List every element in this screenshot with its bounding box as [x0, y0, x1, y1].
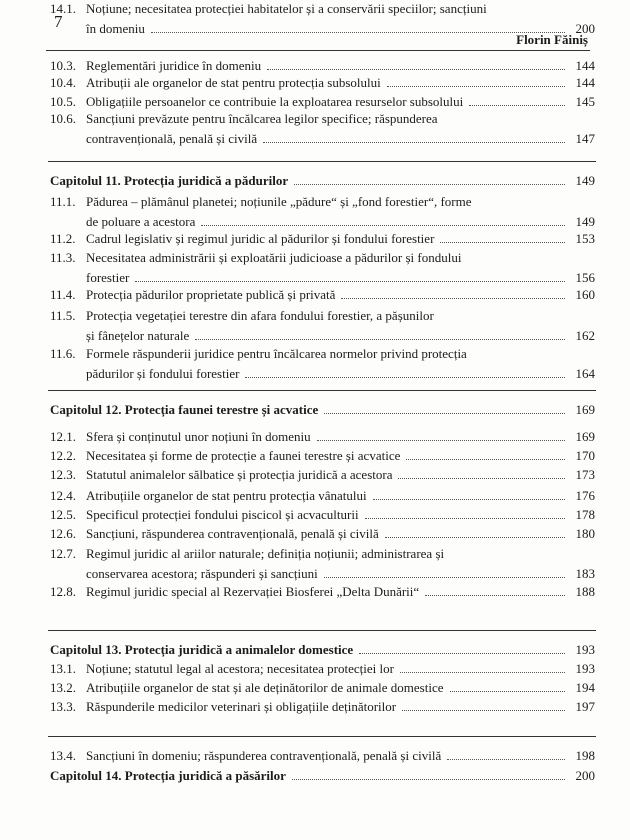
- toc-entry: [50, 466, 595, 486]
- entry-title-line: Capitolul 13. Protecția juridică a animalelor domestice: [50, 642, 354, 657]
- toc-entry: [50, 193, 595, 233]
- entry-title-line: Răspunderile medicilor veterinari și obligațiile deținătorilor: [86, 699, 397, 714]
- entry-page-number: 160: [575, 287, 595, 302]
- dot-leader: [450, 691, 565, 692]
- entry-number: 10.3.: [50, 58, 76, 73]
- dot-leader: [359, 653, 565, 654]
- dot-leader: [341, 298, 565, 299]
- dot-leader: [440, 242, 565, 243]
- entry-page-number: 200: [575, 21, 595, 36]
- entry-page-number: 198: [575, 748, 595, 763]
- entry-number: 11.5.: [50, 308, 76, 323]
- entry-page-number: 169: [575, 429, 595, 444]
- toc-entry: [50, 428, 595, 448]
- toc-entry: [50, 74, 595, 94]
- entry-title-line: Atribuțiile organelor de stat și ale deținătorilor de animale domestice: [86, 680, 444, 695]
- toc-entry: [50, 286, 595, 306]
- entry-page-number: 178: [575, 507, 595, 522]
- entry-page-number: 180: [575, 526, 595, 541]
- toc-entry: [50, 525, 595, 545]
- entry-title-line: contravențională, penală și civilă: [86, 131, 258, 146]
- toc-entry: [50, 747, 595, 767]
- toc-entry: [50, 0, 595, 40]
- entry-title-line: în domeniu: [86, 21, 145, 36]
- section-divider: [48, 161, 596, 162]
- toc-entry: [50, 249, 595, 289]
- toc-entry: [50, 487, 595, 507]
- dot-leader: [245, 377, 565, 378]
- dot-leader: [406, 459, 565, 460]
- entry-page-number: 144: [575, 58, 595, 73]
- toc-entry: [50, 583, 595, 603]
- dot-leader: [201, 225, 565, 226]
- entry-title-line: Noțiune; necesitatea protecției habitatelor și a conservării speciilor; sancțiuni: [86, 1, 487, 16]
- entry-page-number: 153: [575, 231, 595, 246]
- entry-title-line: Atribuții ale organelor de stat pentru protecția subsolului: [86, 75, 381, 90]
- entry-page-number: 149: [575, 173, 595, 188]
- entry-title-line: Sancțiuni în domeniu; răspunderea contravențională, penală și civilă: [86, 748, 442, 763]
- dot-leader: [387, 86, 565, 87]
- entry-title-line: Sfera și conținutul unor noțiuni în domeniu: [86, 429, 311, 444]
- entry-title-line: Necesitatea administrării și exploatării judicioase a pădurilor și fondului: [86, 250, 462, 265]
- dot-leader: [267, 69, 565, 70]
- entry-number: 10.4.: [50, 75, 76, 90]
- chapter-heading: [50, 767, 595, 787]
- entry-title-line: Necesitatea și forme de protecție a faunei terestre și acvatice: [86, 448, 401, 463]
- entry-number: 12.2.: [50, 448, 76, 463]
- dot-leader: [263, 142, 565, 143]
- entry-title-line: și fânețelor naturale: [86, 328, 190, 343]
- dot-leader: [151, 32, 565, 33]
- dot-leader: [447, 759, 565, 760]
- entry-number: 13.2.: [50, 680, 76, 695]
- section-divider: [48, 390, 596, 391]
- entry-number: 14.1.: [50, 1, 76, 16]
- entry-number: 13.4.: [50, 748, 76, 763]
- entry-number: 12.5.: [50, 507, 76, 522]
- entry-page-number: 169: [575, 402, 595, 417]
- entry-page-number: 164: [575, 366, 595, 381]
- entry-number: 10.5.: [50, 94, 76, 109]
- entry-page-number: 176: [575, 488, 595, 503]
- entry-number: 11.4.: [50, 287, 76, 302]
- dot-leader: [402, 710, 565, 711]
- entry-number: 12.3.: [50, 467, 76, 482]
- entry-number: 12.6.: [50, 526, 76, 541]
- section-divider: [48, 736, 596, 737]
- dot-leader: [365, 518, 565, 519]
- entry-number: 11.2.: [50, 231, 76, 246]
- toc-entry: [50, 506, 595, 526]
- entry-page-number: 193: [575, 642, 595, 657]
- toc-entry: [50, 447, 595, 467]
- entry-number: 12.7.: [50, 546, 76, 561]
- entry-title-line: Statutul animalelor sălbatice și protecția juridică a acestora: [86, 467, 393, 482]
- dot-leader: [324, 577, 565, 578]
- toc-entry: [50, 345, 595, 385]
- entry-title-line: Sancțiuni prevăzute pentru încălcarea legilor specifice; răspunderea: [86, 111, 438, 126]
- entry-page-number: 170: [575, 448, 595, 463]
- dot-leader: [425, 595, 565, 596]
- entry-title-line: Atribuțiile organelor de stat pentru protecția vânatului: [86, 488, 367, 503]
- entry-number: 11.3.: [50, 250, 76, 265]
- entry-title-line: Regimul juridic special al Rezervației Biosferei „Delta Dunării“: [86, 584, 420, 599]
- dot-leader: [324, 413, 565, 414]
- toc-entry: [50, 307, 595, 347]
- entry-title-line: Capitolul 14. Protecția juridică a păsărilor: [50, 768, 286, 783]
- entry-title-line: Capitolul 11. Protecția juridică a pădurilor: [50, 173, 289, 188]
- entry-title-line: Noțiune; statutul legal al acestora; necesitatea protecției lor: [86, 661, 394, 676]
- table-of-contents: [50, 0, 595, 840]
- dot-leader: [195, 339, 565, 340]
- entry-title-line: Capitolul 12. Protecția faunei terestre și acvatice: [50, 402, 319, 417]
- entry-page-number: 173: [575, 467, 595, 482]
- dot-leader: [398, 478, 565, 479]
- entry-number: 13.1.: [50, 661, 76, 676]
- entry-page-number: 200: [575, 768, 595, 783]
- entry-title-line: Regimul juridic al ariilor naturale; definiția noțiunii; administrarea și: [86, 546, 445, 561]
- entry-title-line: Reglementări juridice în domeniu: [86, 58, 262, 73]
- entry-number: 12.8.: [50, 584, 76, 599]
- dot-leader: [385, 537, 565, 538]
- entry-title-line: Cadrul legislativ și regimul juridic al pădurilor și fondului forestier: [86, 231, 435, 246]
- entry-number: 11.6.: [50, 346, 76, 361]
- entry-title-line: conservarea acestora; răspunderi și sancțiuni: [86, 566, 318, 581]
- dot-leader: [317, 440, 565, 441]
- entry-title-line: Sancțiuni, răspunderea contravențională, penală și civilă: [86, 526, 379, 541]
- dot-leader: [135, 281, 565, 282]
- entry-title-line: pădurilor și fondului forestier: [86, 366, 240, 381]
- entry-number: 12.1.: [50, 429, 76, 444]
- entry-page-number: 149: [575, 214, 595, 229]
- entry-page-number: 156: [575, 270, 595, 285]
- entry-number: 13.3.: [50, 699, 76, 714]
- entry-number: 12.4.: [50, 488, 76, 503]
- entry-title-line: Specificul protecției fondului piscicol și acvaculturii: [86, 507, 359, 522]
- dot-leader: [400, 672, 565, 673]
- toc-entry: [50, 110, 595, 150]
- entry-title-line: Obligațiile persoanelor ce contribuie la exploatarea resurselor subsolului: [86, 94, 464, 109]
- entry-page-number: 183: [575, 566, 595, 581]
- toc-entry: [50, 545, 595, 585]
- dot-leader: [292, 779, 565, 780]
- entry-title-line: Pădurea – plămânul planetei; noțiunile „pădure“ și „fond forestier“, forme: [86, 194, 472, 209]
- page-number: 7: [54, 12, 63, 31]
- chapter-heading: [50, 172, 595, 192]
- entry-number: 11.1.: [50, 194, 76, 209]
- entry-page-number: 188: [575, 584, 595, 599]
- dot-leader: [294, 184, 565, 185]
- toc-entry: [50, 230, 595, 250]
- entry-title-line: de poluare a acestora: [86, 214, 196, 229]
- section-divider: [48, 630, 596, 631]
- toc-entry: [50, 679, 595, 699]
- entry-page-number: 197: [575, 699, 595, 714]
- entry-page-number: 194: [575, 680, 595, 695]
- chapter-heading: [50, 401, 595, 421]
- toc-entry: [50, 698, 595, 718]
- running-head-author: Florin Făiniș: [516, 32, 588, 47]
- toc-entry: [50, 660, 595, 680]
- entry-title-line: Protecția pădurilor proprietate publică și privată: [86, 287, 336, 302]
- entry-page-number: 144: [575, 75, 595, 90]
- entry-title-line: forestier: [86, 270, 130, 285]
- chapter-heading: [50, 641, 595, 661]
- entry-page-number: 193: [575, 661, 595, 676]
- entry-page-number: 145: [575, 94, 595, 109]
- entry-title-line: Formele răspunderii juridice pentru încălcarea normelor privind protecția: [86, 346, 467, 361]
- dot-leader: [373, 499, 565, 500]
- entry-page-number: 147: [575, 131, 595, 146]
- entry-title-line: Protecția vegetației terestre din afara fondului forestier, a pășunilor: [86, 308, 434, 323]
- dot-leader: [469, 105, 565, 106]
- entry-page-number: 162: [575, 328, 595, 343]
- entry-number: 10.6.: [50, 111, 76, 126]
